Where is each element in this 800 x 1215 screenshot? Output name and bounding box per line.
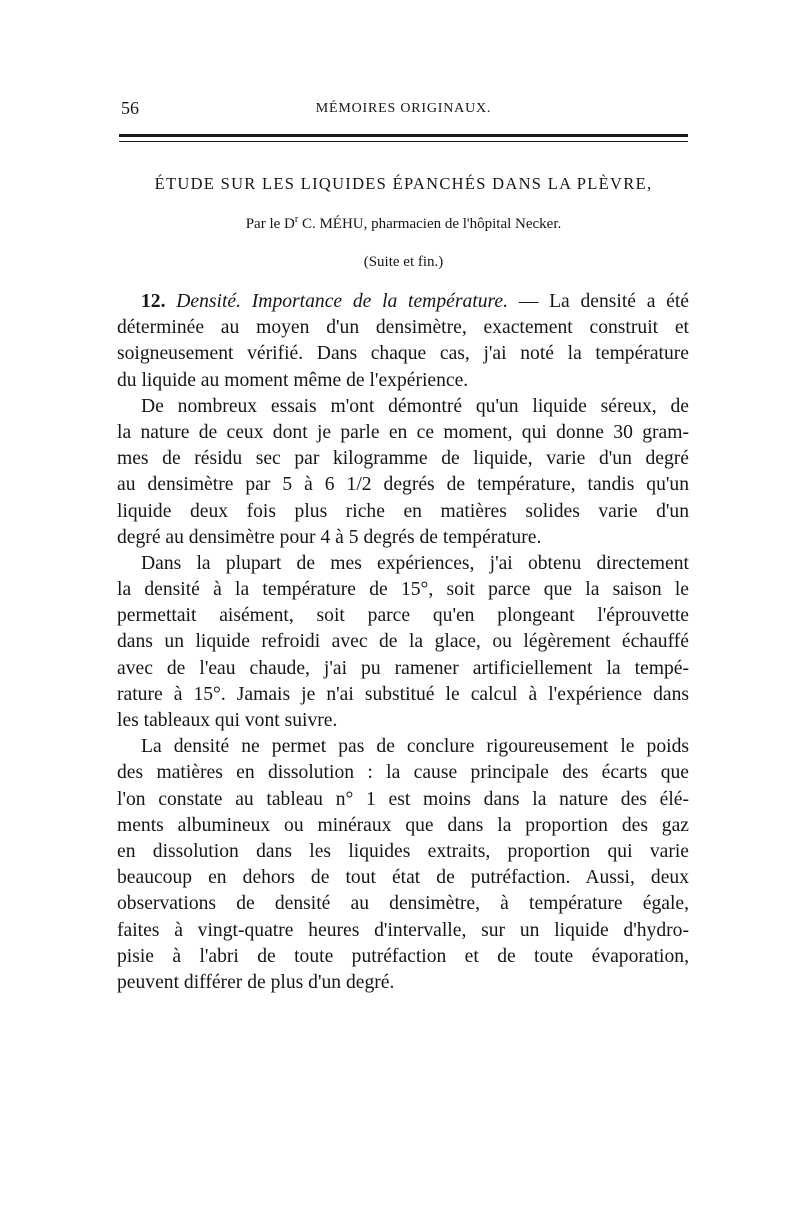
text-line: en dissolution dans les liquides extraits, proportion qui varie <box>117 840 689 862</box>
running-head: MÉMOIRES ORIGINAUX. <box>315 101 492 116</box>
text-line: De nombreux essais m'ont démontré qu'un liquide séreux, de <box>141 395 689 417</box>
text-line: Dans la plupart de mes expériences, j'ai obtenu directement <box>141 552 689 574</box>
header-rule-thin <box>119 141 688 142</box>
text-line: soigneusement vérifié. Dans chaque cas, j'ai noté la température <box>117 343 689 365</box>
text-line: degré au densimètre pour 4 à 5 degrés de température. <box>117 526 542 548</box>
text-line: du liquide au moment même de l'expérience. <box>117 369 469 391</box>
text-line: peuvent différer de plus d'un degré. <box>117 971 395 993</box>
byline-author: C. MÉHU, pharmacien de l'hôpital Necker. <box>298 216 562 232</box>
text-line: des matières en dissolution : la cause principale des écarts que <box>117 762 689 784</box>
header-rule-thick <box>119 134 688 137</box>
text-line: rature à 15°. Jamais je n'ai substitué le calcul à l'expérience dans <box>117 683 689 705</box>
section-first-line: — La densité a été <box>508 291 689 312</box>
text-line: mes de résidu sec par kilogramme de liquide, varie d'un degré <box>117 448 689 470</box>
text-line: faites à vingt-quatre heures d'intervalle, sur un liquide d'hydro- <box>117 919 689 941</box>
text-line: les tableaux qui vont suivre. <box>117 710 338 731</box>
text-line: la nature de ceux dont je parle en ce moment, qui donne 30 gram- <box>117 421 689 443</box>
text-line: la densité à la température de 15°, soit parce que la saison le <box>117 579 689 601</box>
text-line: au densimètre par 5 à 6 1/2 degrés de température, tandis qu'un <box>117 474 689 496</box>
text-line: liquide deux fois plus riche en matières solides varie d'un <box>117 500 689 522</box>
text-line: déterminée au moyen d'un densimètre, exactement construit et <box>117 317 689 339</box>
section-heading-line <box>117 289 689 315</box>
byline <box>119 214 688 233</box>
text-line: l'on constate au tableau n° 1 est moins dans la nature des élé- <box>117 788 689 810</box>
subtitle: (Suite et fin.) <box>363 254 444 270</box>
text-line: observations de densité au densimètre, à température égale, <box>117 893 689 915</box>
section-number: 12. <box>141 291 166 312</box>
article-title: ÉTUDE SUR LES LIQUIDES ÉPANCHÉS DANS LA PLÈVRE, <box>154 174 653 193</box>
body-text <box>117 289 689 996</box>
text-line: beaucoup en dehors de tout état de putréfaction. Aussi, deux <box>117 867 689 889</box>
text-line: permettait aisément, soit parce qu'en plongeant l'éprouvette <box>117 605 689 627</box>
text-line: pisie à l'abri de toute putréfaction et de toute évaporation, <box>117 945 689 967</box>
byline-sup: r <box>294 214 299 225</box>
page-number: 56 <box>121 98 139 118</box>
text-line: dans un liquide refroidi avec de la glace, ou légèrement échauffé <box>117 631 689 653</box>
text-line: La densité ne permet pas de conclure rigoureusement le poids <box>141 736 689 758</box>
text-line: ments albumineux ou minéraux que dans la proportion des gaz <box>117 814 689 836</box>
text-line: avec de l'eau chaude, j'ai pu ramener artificiellement la tempé- <box>117 657 689 679</box>
section-heading: Densité. <box>176 291 242 312</box>
section-subheading: Importance de la température. <box>251 291 508 312</box>
page-header <box>121 98 686 128</box>
byline-prefix: Par le D <box>245 216 295 232</box>
